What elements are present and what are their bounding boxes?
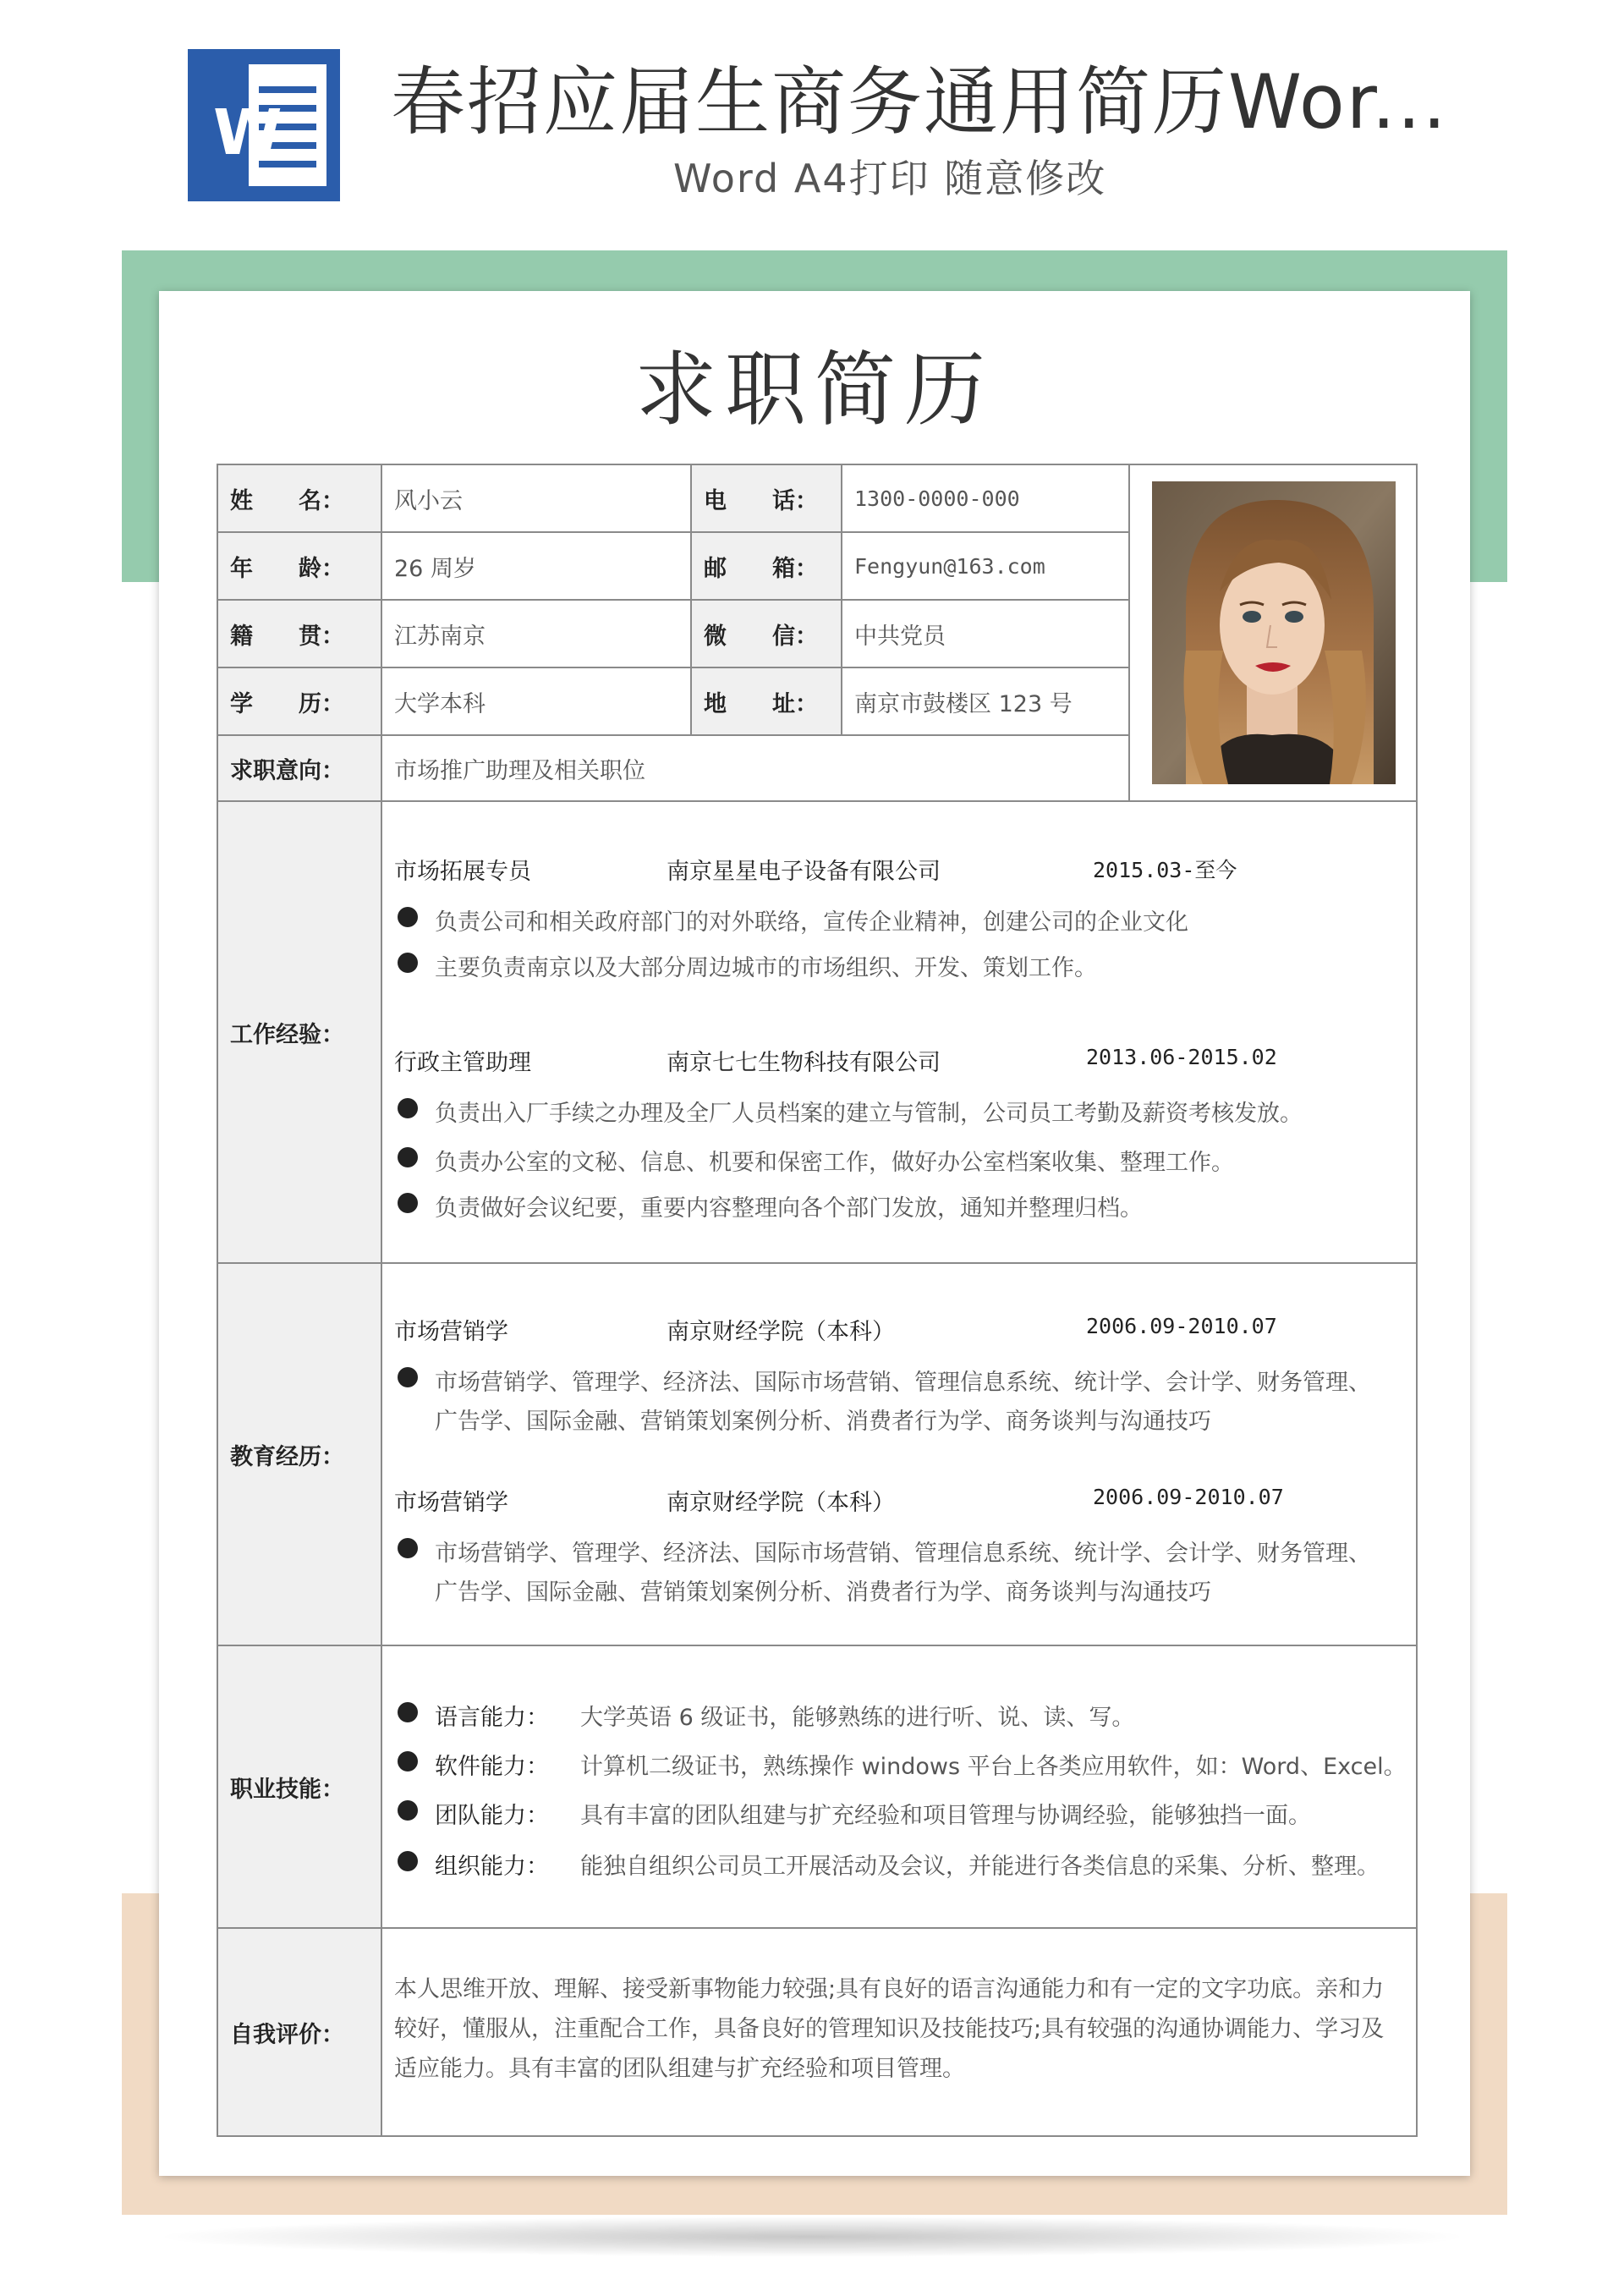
- edu-courses: 市场营销学、管理学、经济法、国际市场营销、管理信息系统、统计学、会计学、财务管理、: [435, 1370, 1371, 1396]
- age-label: 年 龄：: [218, 533, 382, 601]
- self-eval-section: [382, 1929, 1418, 2135]
- photo-cell: [1130, 465, 1418, 802]
- phone-value: 1300-0000-000: [842, 465, 1130, 533]
- edu-major: 市场营销学: [394, 1490, 508, 1516]
- bullet-dot: [398, 1751, 418, 1771]
- word-icon-letter: W: [213, 96, 283, 169]
- page-title: 春招应届生商务通用简历Wor...: [391, 58, 1448, 146]
- job-date: 2013.06-2015.02: [1086, 1045, 1277, 1069]
- skills-label: 职业技能：: [218, 1646, 382, 1929]
- job-title: 行政主管助理: [394, 1050, 531, 1076]
- job-bullet: 负责办公室的文秘、信息、机要和保密工作，做好办公室档案收集、整理工作。: [435, 1150, 1234, 1176]
- job-company: 南京七七生物科技有限公司: [667, 1050, 941, 1076]
- address-label: 地 址：: [692, 668, 842, 736]
- profile-photo: [1152, 481, 1396, 784]
- edu-courses: 广告学、国际金融、营销策划案例分析、消费者行为学、商务谈判与沟通技巧: [435, 1409, 1211, 1435]
- edu-major: 市场营销学: [394, 1319, 508, 1345]
- skill-name: 组织能力：: [435, 1854, 549, 1880]
- skill-desc: 大学英语 6 级证书，能够熟练的进行听、说、读、写。: [580, 1705, 1135, 1731]
- job-bullet: 负责做好会议纪要，重要内容整理向各个部门发放，通知并整理归档。: [435, 1195, 1143, 1222]
- skill-name: 语言能力：: [435, 1705, 549, 1731]
- skill-name: 团队能力：: [435, 1803, 549, 1829]
- wechat-label: 微 信：: [692, 601, 842, 668]
- self-eval-label: 自我评价：: [218, 1929, 382, 2135]
- job-title: 市场拓展专员: [394, 859, 531, 885]
- resume-page: [159, 291, 1470, 2176]
- bullet-dot: [398, 953, 418, 973]
- resume-title: 求职简历: [635, 343, 994, 437]
- objective-label: 求职意向：: [218, 736, 382, 802]
- age-value: 26 周岁: [382, 533, 692, 601]
- edu-courses: 市场营销学、管理学、经济法、国际市场营销、管理信息系统、统计学、会计学、财务管理、: [435, 1541, 1371, 1567]
- origin-label: 籍 贯：: [218, 601, 382, 668]
- edu-school: 南京财经学院（本科）: [667, 1490, 895, 1516]
- address-value: 南京市鼓楼区 123 号: [842, 668, 1130, 736]
- bullet-dot: [398, 1800, 418, 1821]
- skills-section: [382, 1646, 1418, 1929]
- education-value: 大学本科: [382, 668, 692, 736]
- bullet-dot: [398, 1193, 418, 1213]
- skill-desc: 具有丰富的团队组建与扩充经验和项目管理与协调经验，能够独挡一面。: [580, 1803, 1311, 1829]
- word-document-icon: [188, 49, 340, 201]
- edu-school: 南京财经学院（本科）: [667, 1319, 895, 1345]
- name-label: 姓 名：: [218, 465, 382, 533]
- bullet-dot: [398, 1702, 418, 1722]
- job-bullet: 负责公司和相关政府部门的对外联络，宣传企业精神，创建公司的企业文化: [435, 909, 1188, 936]
- resume-table: [217, 464, 1418, 2137]
- email-value: Fengyun@163.com: [842, 533, 1130, 601]
- job-date: 2015.03-至今: [1093, 858, 1237, 882]
- bullet-dot: [398, 907, 418, 927]
- edu-date: 2006.09-2010.07: [1093, 1485, 1284, 1509]
- edu-courses: 广告学、国际金融、营销策划案例分析、消费者行为学、商务谈判与沟通技巧: [435, 1579, 1211, 1606]
- bullet-dot: [398, 1367, 418, 1387]
- skill-desc: 能独自组织公司员工开展活动及会议，并能进行各类信息的采集、分析、整理。: [580, 1854, 1380, 1880]
- work-label: 工作经验：: [218, 802, 382, 1264]
- origin-value: 江苏南京: [382, 601, 692, 668]
- bullet-dot: [398, 1538, 418, 1558]
- skill-name: 软件能力：: [435, 1754, 549, 1780]
- edu-date: 2006.09-2010.07: [1086, 1314, 1277, 1338]
- work-section: [382, 802, 1418, 1264]
- bullet-dot: [398, 1851, 418, 1871]
- wechat-value: 中共党员: [842, 601, 1130, 668]
- phone-label: 电 话：: [692, 465, 842, 533]
- email-label: 邮 箱：: [692, 533, 842, 601]
- page-subtitle: Word A4打印 随意修改: [673, 156, 1107, 201]
- bullet-dot: [398, 1098, 418, 1118]
- education-section-label: 教育经历：: [218, 1264, 382, 1646]
- name-value: 风小云: [382, 465, 692, 533]
- bullet-dot: [398, 1147, 418, 1167]
- skill-desc: 计算机二级证书，熟练操作 windows 平台上各类应用软件，如：Word、Excel。: [580, 1754, 1407, 1780]
- paper-shadow: [152, 2216, 1472, 2257]
- job-company: 南京星星电子设备有限公司: [667, 859, 941, 885]
- education-section: [382, 1264, 1418, 1646]
- job-bullet: 负责出入厂手续之办理及全厂人员档案的建立与管制，公司员工考勤及薪资考核发放。: [435, 1101, 1303, 1127]
- education-label: 学 历：: [218, 668, 382, 736]
- objective-value: 市场推广助理及相关职位: [382, 736, 1130, 802]
- job-bullet: 主要负责南京以及大部分周边城市的市场组织、开发、策划工作。: [435, 955, 1097, 981]
- self-eval-text: 本人思维开放、理解、接受新事物能力较强;具有良好的语言沟通能力和有一定的文字功底。亲和力较好，懂服从，注重配合工作，具备良好的管理知识及技能技巧;具有较强的沟通协调能力、学习及适应能力。具有丰富的团队组建与扩充经验和项目管理。: [394, 1976, 1385, 2082]
